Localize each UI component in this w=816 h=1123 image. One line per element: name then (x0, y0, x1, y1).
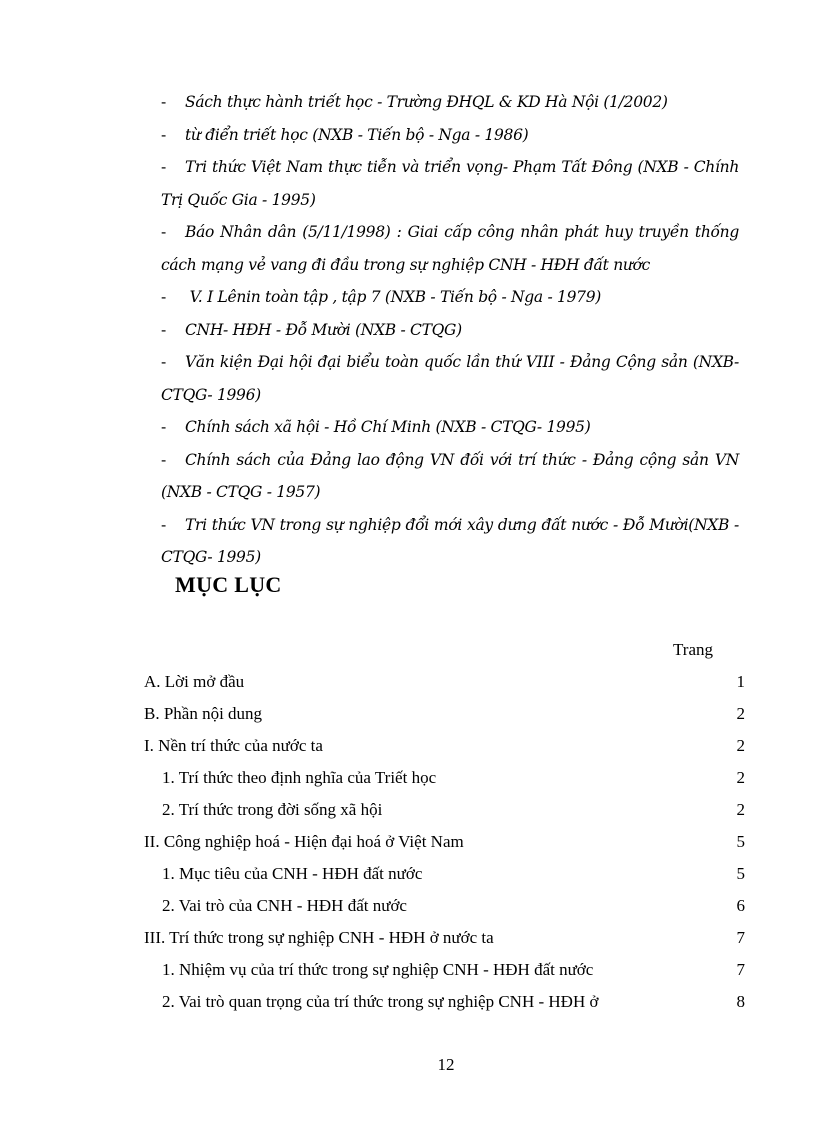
reference-text: CNH- HĐH - Đỗ Mười (NXB - CTQG) (185, 320, 462, 339)
toc-entry[interactable] (144, 992, 745, 1016)
toc-entry-page: 2 (736, 704, 745, 723)
reference-item (161, 314, 739, 347)
toc-entry-label: 1. Trí thức theo định nghĩa của Triết học (162, 768, 437, 787)
toc-entry[interactable] (144, 864, 745, 888)
bullet-dash: - (161, 93, 166, 111)
reference-item (161, 86, 739, 119)
toc-entry-label: 2. Vai trò của CNH - HĐH đất nước (162, 896, 407, 915)
bullet-dash: - (161, 450, 166, 469)
reference-text: V. I Lênin toàn tập , tập 7 (NXB - Tiến bộ - Nga - 1979) (185, 288, 602, 306)
toc-entry[interactable] (144, 896, 745, 920)
toc-entry-page: 2 (736, 736, 745, 755)
reference-text: Văn kiện Đại hội đại biểu toàn quốc lần thứ VIII - Đảng Cộng sản (NXB- CTQG- 1996) (161, 353, 739, 404)
toc-entry[interactable] (144, 928, 745, 952)
bullet-dash: - (161, 158, 166, 176)
reference-text: Tri thức VN trong sự nghiệp đổi mới xây dưng đất nước - Đỗ Mười(NXB - CTQG- 1995) (161, 515, 739, 566)
bullet-dash: - (161, 288, 166, 306)
toc-entry-page: 7 (736, 928, 745, 947)
reference-item (161, 444, 739, 509)
toc-entry-page: 8 (736, 992, 745, 1011)
bullet-dash: - (161, 125, 166, 144)
toc-entry[interactable] (144, 832, 745, 856)
toc-entry[interactable] (144, 960, 745, 984)
table-of-contents-heading: MỤC LỤC (175, 572, 282, 597)
toc-entry-label: I. Nền trí thức của nước ta (144, 736, 323, 755)
toc-entry[interactable] (144, 736, 745, 760)
toc-entry-label: 1. Mục tiêu của CNH - HĐH đất nước (162, 864, 423, 883)
bullet-dash: - (161, 223, 166, 241)
toc-entry-page: 2 (736, 768, 745, 787)
reference-text: Báo Nhân dân (5/11/1998) : Giai cấp công nhân phát huy truyền thống cách mạng vẻ vang đi đầu trong sự nghiệp CNH - HĐH đất nước (161, 223, 739, 274)
bullet-dash: - (161, 353, 166, 371)
toc-entry-page: 6 (736, 896, 745, 915)
toc-entry[interactable] (144, 672, 745, 696)
reference-text: từ điển triết học (NXB - Tiến bộ - Nga - 1986) (185, 125, 529, 144)
reference-item (161, 151, 739, 216)
toc-entry-label: A. Lời mở đầu (144, 672, 245, 691)
reference-text: Chính sách xã hội - Hồ Chí Minh (NXB - CTQG- 1995) (185, 418, 591, 436)
page-number: 12 (437, 1055, 455, 1074)
toc-entry-label: 2. Trí thức trong đời sống xã hội (162, 800, 383, 819)
toc-entry[interactable] (144, 800, 745, 824)
bullet-dash: - (161, 515, 166, 534)
toc-entry-page: 7 (736, 960, 745, 979)
references-list (161, 86, 739, 574)
reference-text: Chính sách của Đảng lao động VN đối với trí thức - Đảng cộng sản VN (NXB - CTQG - 1957) (161, 450, 739, 501)
toc-entry-label: II. Công nghiệp hoá - Hiện đại hoá ở Việt Nam (144, 832, 464, 851)
reference-item (161, 411, 739, 444)
toc-entry-page: 2 (736, 800, 745, 819)
reference-item (161, 509, 739, 574)
reference-text: Tri thức Việt Nam thực tiễn và triển vọng- Phạm Tất Đông (NXB - Chính Trị Quốc Gia - 1995) (161, 158, 739, 209)
bullet-dash: - (161, 418, 166, 436)
toc-entry-page: 5 (736, 864, 745, 883)
bullet-dash: - (161, 320, 166, 339)
reference-item (161, 281, 739, 314)
reference-item (161, 346, 739, 411)
toc-entry[interactable] (144, 768, 745, 792)
reference-item (161, 119, 739, 152)
toc-entry-page: 5 (736, 832, 745, 851)
toc-entry-label: 1. Nhiệm vụ của trí thức trong sự nghiệp CNH - HĐH đất nước (162, 960, 594, 979)
reference-text: Sách thực hành triết học - Trường ĐHQL & KD Hà Nội (1/2002) (185, 93, 668, 111)
toc-entry[interactable] (144, 704, 745, 728)
page-column-label: Trang (673, 640, 713, 659)
toc-entry-label: III. Trí thức trong sự nghiệp CNH - HĐH ở nước ta (144, 928, 494, 947)
reference-item (161, 216, 739, 281)
toc-entry-page: 1 (736, 672, 745, 691)
toc-entry-label: 2. Vai trò quan trọng của trí thức trong sự nghiệp CNH - HĐH ở (162, 992, 599, 1011)
toc-entry-label: B. Phần nội dung (144, 704, 263, 723)
